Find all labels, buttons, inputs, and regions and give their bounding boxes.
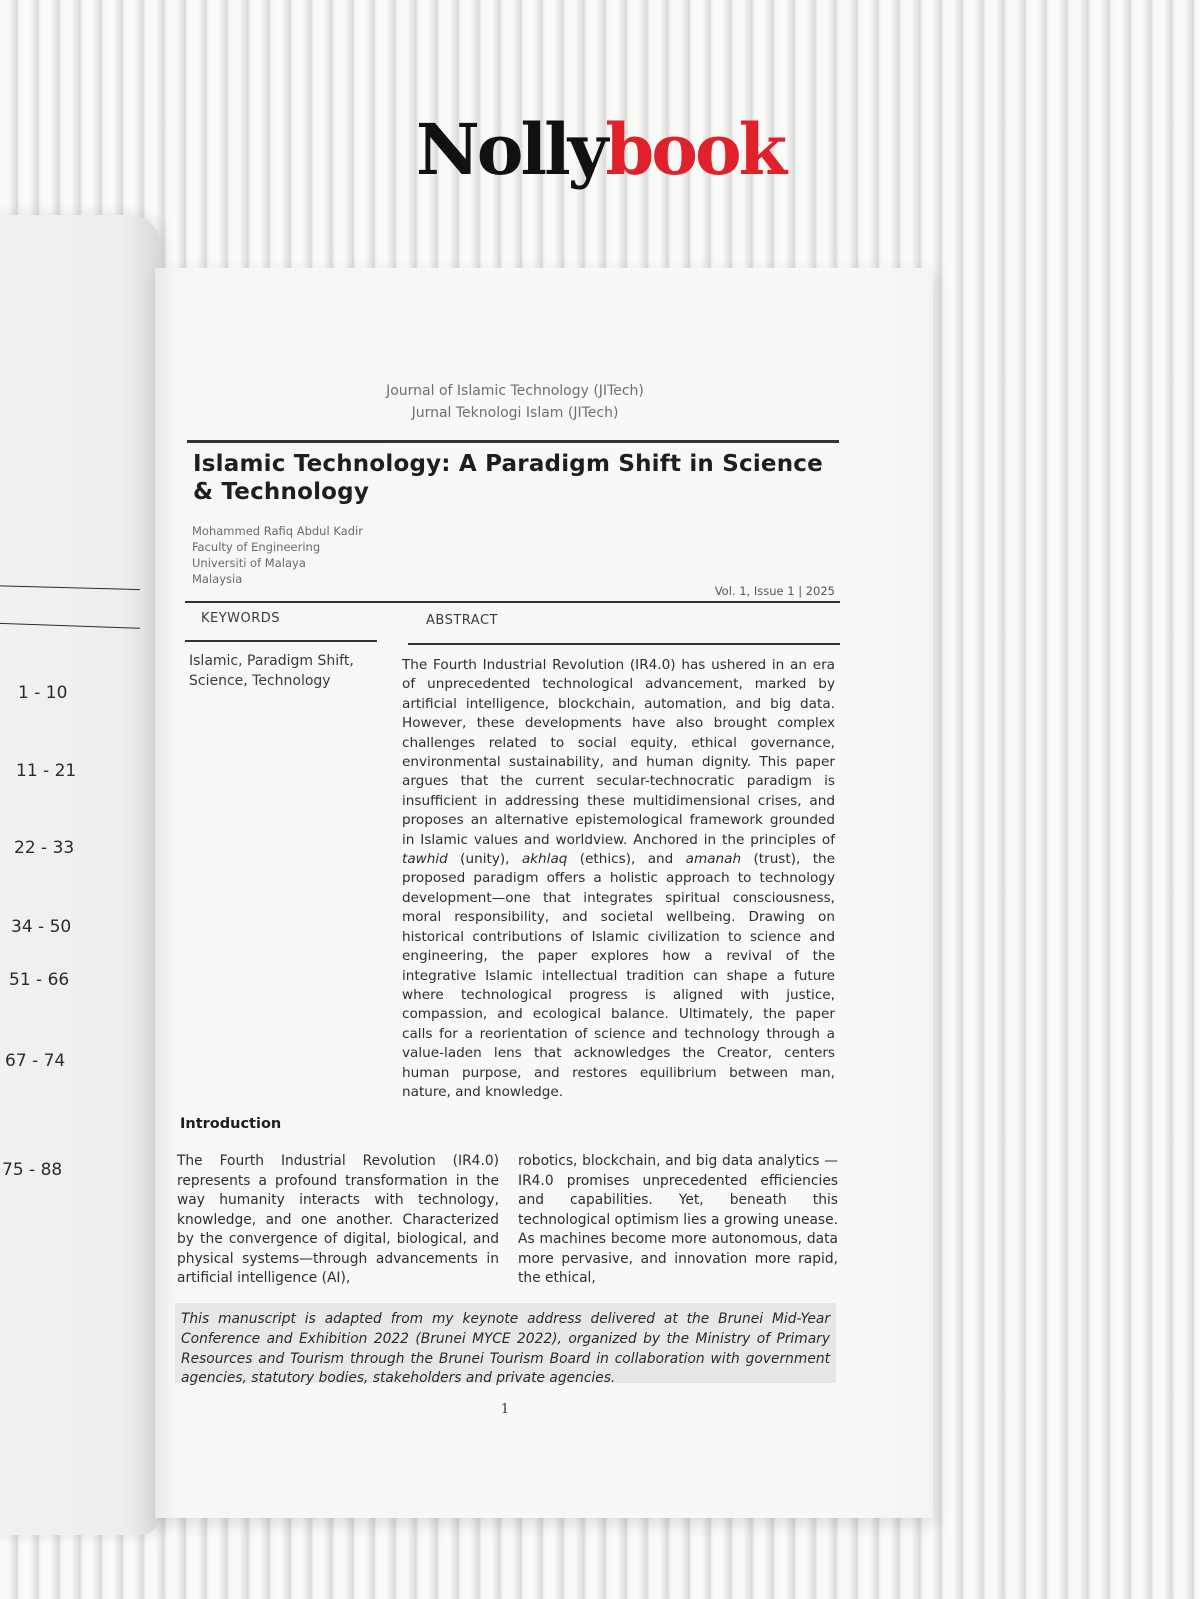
author-name: Mohammed Rafiq Abdul Kadir	[192, 524, 363, 538]
intro-column-1: The Fourth Industrial Revolution (IR4.0) represents a profound transformation in the way humanity interacts with technology, knowledge, and one another. Characterized by the convergence of digital, biological, and physical systems—through advancements in artificial intelligence (AI),	[177, 1153, 499, 1286]
logo-word-book: book	[605, 108, 785, 191]
abstract-label: ABSTRACT	[426, 613, 498, 628]
author-university: Universiti of Malaya	[192, 556, 306, 570]
keywords-list: Islamic, Paradigm Shift, Science, Technology	[189, 653, 354, 689]
term-tawhid: tawhid	[402, 851, 448, 868]
journal-name-malay: Jurnal Teknologi Islam (JITech)	[411, 405, 619, 421]
introduction-heading: Introduction	[180, 1116, 282, 1132]
keywords-rule	[185, 640, 377, 642]
header-bottom-rule	[185, 601, 840, 603]
paper-title: Islamic Technology: A Paradigm Shift in Science & Technology	[193, 451, 823, 505]
keywords-label: KEYWORDS	[201, 611, 281, 626]
toc-page-range: 11 - 21	[16, 761, 77, 781]
toc-page-range: 1 - 10	[18, 683, 68, 703]
term-akhlaq: akhlaq	[521, 851, 568, 868]
journal-name-english: Journal of Islamic Technology (JITech)	[386, 383, 644, 399]
abstract-text: The Fourth Industrial Revolution (IR4.0) has ushered in an era of unprecedented technological advancement, marked by artificial intelligence, blockchain, automation, and big data. However, these developments have also brought complex challenges related to social equity, ethical governance, environmental sustainability, and human dignity. This paper argues that the current secular-technocratic paradigm is insufficient in addressing these multidimensional crises, and proposes an alternative epistemological framework grounded in Islamic values and worldview. Anchored in the principles of tawhid (unity), akhlaq (ethics), and amanah (trust), the proposed paradigm offers a holistic approach to technology development—one that integrates spiritual consciousness, moral responsibility, and societal wellbeing. Drawing on historical contributions of Islamic civilization to science and engineering, the paper explores how a revival of the integrative Islamic intellectual tradition can shape a future where technological progress is aligned with justice, compassion, and ecological balance. Ultimately, the paper calls for a reorientation of science and technology through a value-laden lens that acknowledges the Creator, centers human purpose, and restores equilibrium between man, nature, and knowledge.	[402, 657, 836, 1100]
volume-issue: Vol. 1, Issue 1 | 2025	[714, 584, 835, 598]
left-page-rule	[0, 585, 140, 590]
logo-word-nolly: Nolly	[415, 108, 606, 191]
journal-page	[155, 268, 933, 1518]
toc-page-range: 67 - 74	[5, 1051, 66, 1071]
toc-page-range: 75 - 88	[2, 1160, 63, 1180]
nollybook-logo	[0, 100, 1200, 200]
toc-page-range: 34 - 50	[11, 917, 72, 937]
author-faculty: Faculty of Engineering	[192, 540, 321, 554]
keynote-footnote: This manuscript is adapted from my keynote address delivered at the Brunei Mid-Year Conference and Exhibition 2022 (Brunei MYCE 2022), organized by the Ministry of Primary Resources and Tourism through the Brunei Tourism Board in collaboration with government agencies, statutory bodies, stakeholders and private agencies.	[175, 1303, 836, 1383]
toc-page-range: 51 - 66	[9, 970, 70, 990]
term-amanah: amanah	[685, 851, 742, 868]
page-number: 1	[500, 1402, 510, 1417]
intro-column-2: robotics, blockchain, and big data analytics —IR4.0 promises unprecedented efficiencies and capabilities. Yet, beneath this technological optimism lies a growing unease. As machines become more autonomous, data more pervasive, and innovation more rapid, the ethical,	[518, 1153, 838, 1286]
author-country: Malaysia	[192, 572, 243, 586]
abstract-rule	[408, 643, 840, 645]
toc-page-range: 22 - 33	[14, 838, 75, 858]
left-book-page	[0, 215, 160, 1535]
left-page-rule	[0, 622, 140, 629]
title-top-rule	[187, 440, 839, 443]
